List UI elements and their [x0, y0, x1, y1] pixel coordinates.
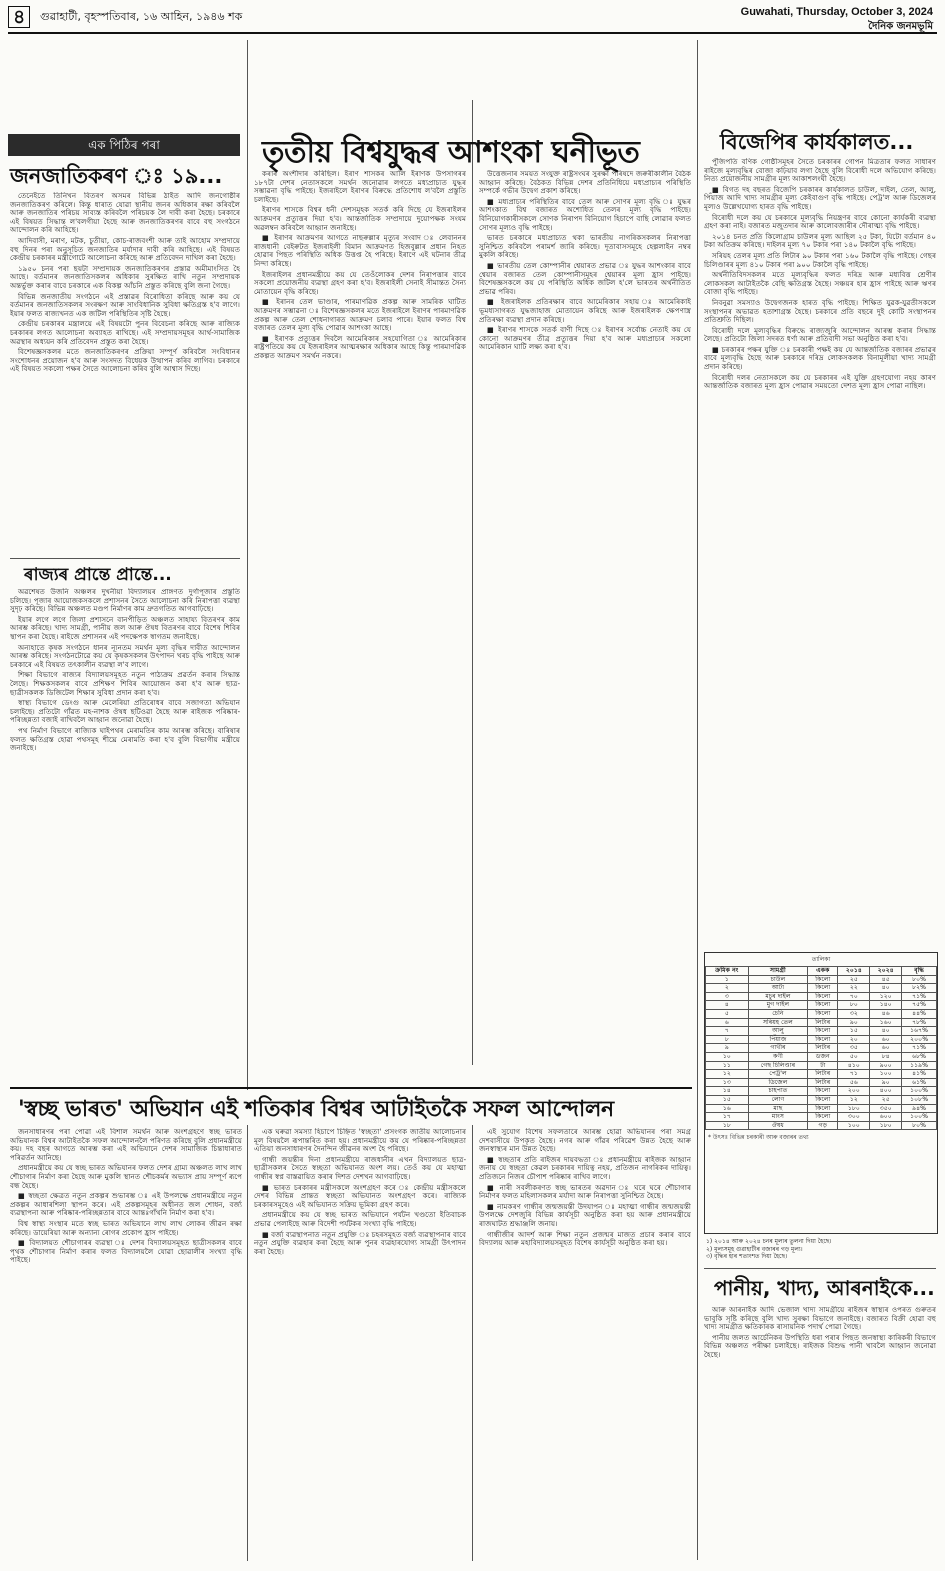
bjp-paragraph: ■ বিগত দহ বছৰত বিজেপি চৰকাৰৰ কাৰ্যকালত চাউল, দাইল, তেল, আলু, পিঁয়াজ আদি খাদ্য সামগ্ৰীৰ মূল্য কেইবাগুণ বৃদ্ধি পাইছে। পেট্ৰ'ল আৰু ডিজেলৰ মূল্যও উল্লেখযোগ্য হাৰত বৃদ্ধি পাইছে।: [704, 184, 936, 211]
table-cell: মাংস: [748, 1113, 807, 1122]
ww3-paragraph: ■ ইৰানৰ তেল ভাণ্ডাৰ, পাৰমাণৱিক প্ৰকল্প আৰু সামৰিক ঘাটিত আক্ৰমণৰ সম্ভাৱনা ঃ বিশেষজ্ঞসকলৰ মতে ইজৰাইলে ইৰাণৰ পাৰমাণৱিক প্ৰকল্প আৰু তেল শোধনাগাৰত আক্ৰমণ চলাব পাৰে। ইয়াৰ ফলত বিশ্ব বজাৰত তেলৰ মূল্য বৃদ্ধি পোৱাৰ আশংকা আছে।: [254, 297, 466, 333]
table-cell: লিটাৰ: [808, 1078, 838, 1087]
bjp-paragraph: বিৰোধী দলে মূল্যবৃদ্ধিৰ বিৰুদ্ধে ৰাজ্যজুৰি আন্দোলন আৰম্ভ কৰাৰ সিদ্ধান্ত লৈছে। প্ৰতিটো জিলা সদৰত ধৰ্ণা আৰু প্ৰতিবাদী সভা অনুষ্ঠিত কৰা হ'ব।: [704, 325, 936, 344]
table-cell: ১২০: [870, 992, 902, 1001]
ww3-paragraph: ■ ইৰাণৰ শাসকে সতৰ্ক বাণী দিছে ঃ ইৰাণৰ সৰ্বোচ্চ নেতাই কয় যে কোনো আক্ৰমণৰ তীব্ৰ প্ৰত্যুত্তৰ দিয়া হ'ব আৰু মধ্যপ্ৰাচ্যৰ সকলো আমেৰিকান ঘাটি লক্ষ্য কৰা হ'ব।: [479, 325, 691, 352]
swachh-paragraph: এক ঘৰুৱা সমস্যা হিচাপে চিহ্নিত 'স্বচ্ছতা' প্ৰসংগক জাতীয় আলোচনাৰ মূল বিষয়লৈ ৰূপান্তৰিত কৰা হয়। প্ৰধানমন্ত্ৰীয়ে কয় যে পৰিষ্কাৰ-পৰিচ্ছন্নতা এতিয়া জনসাধাৰণৰ দৈনন্দিন জীৱনৰ অংশ হৈ পৰিছে।: [254, 1128, 466, 1154]
table-cell: ৫০: [838, 1052, 870, 1061]
table-cell: ১৬: [706, 1104, 749, 1113]
table-cell: ১২: [706, 1070, 749, 1079]
table-row: [706, 1044, 937, 1053]
table-cell: ১৮০: [870, 1121, 902, 1130]
ww3-paragraph: ইজৰাইলৰ প্ৰধানমন্ত্ৰীয়ে কয় যে তেওঁলোকৰ দেশৰ নিৰাপত্তাৰ বাবে সকলো প্ৰয়োজনীয় ব্যৱস্থা গ্ৰহণ কৰা হ'ব। ইজৰাইলী সেনাই সীমান্তত সৈন্য মোতায়েন বৃদ্ধি কৰিছে।: [254, 269, 466, 296]
swachh-paragraph: ■ ভাৰত চৰকাৰৰ মন্ত্ৰীসকলে অংশগ্ৰহণ কৰে ঃ কেন্দ্ৰীয় মন্ত্ৰীসকলে দেশৰ বিভিন্ন প্ৰান্তত স্বচ্ছতা অভিযানত অংশগ্ৰহণ কৰে। ৰাজ্যিক চৰকাৰসমূহেও এই অভিযানত সক্ৰিয় ভূমিকা গ্ৰহণ কৰে।: [254, 1182, 466, 1209]
table-cell: কিলো: [808, 975, 838, 984]
price-table-box: [704, 952, 938, 1234]
table-cell: কিলো: [808, 992, 838, 1001]
newspaper-brand: দৈনিক জনমভূমি: [868, 21, 933, 32]
table-row: [706, 1121, 937, 1130]
water-paragraph: পানীয় জলত আৰ্চেনিকৰ উপস্থিতি ধৰা পৰাৰ পিছত জনস্বাস্থ্য কাৰিকৰী বিভাগে বিভিন্ন অঞ্চলত পৰীক্ষা চলাইছে। ৰাইজক বিশুদ্ধ পানী খাবলৈ আহ্বান জনোৱা হৈছে।: [704, 1332, 936, 1359]
table-cell: ১০০%: [902, 1087, 937, 1096]
bjp-paragraph: বিৰোধী দলৰ নেতাসকলে কয় যে চৰকাৰৰ এই যুক্তি গ্ৰহণযোগ্য নহয় কাৰণ আন্তৰ্জাতিক বজাৰত মূল্য হ্ৰাস পোৱাৰ সময়তো দেশত মূল্য হ্ৰাস পোৱা নাছিল।: [704, 372, 936, 391]
table-row: [706, 1018, 937, 1027]
table-cell: ৬: [706, 1018, 749, 1027]
swachh-headline: 'স্বচ্ছ ভাৰত' অভিযান এই শতিকাৰ বিশ্বৰ আটাইতকৈ সফল আন্দোলন: [18, 1097, 614, 1122]
table-cell: ৬০: [870, 1035, 902, 1044]
column-divider: [247, 40, 248, 1090]
table-cell: চাউল: [748, 975, 807, 984]
tribal-paragraph: ১৯৫০ চনৰ পৰা ছয়টা সম্প্ৰদায়ক জনজাতিকৰণৰ প্ৰস্তাৱ অমীমাংসিত হৈ আছে। বৰ্তমানৰ জনজাতিসকলৰ অধিকাৰ সুৰক্ষিত ৰাখি নতুন সম্প্ৰদায়ক অন্তৰ্ভুক্ত কৰাৰ বাবে চৰকাৰে এক বিকল্প আঁচনি প্ৰস্তুত কৰিছে বুলি জনা গৈছে।: [10, 263, 240, 290]
tribal-paragraph: বিভিন্ন জনজাতীয় সংগঠনে এই প্ৰস্তাৱৰ বিৰোধিতা কৰিছে আৰু কয় যে বৰ্তমানৰ জনজাতিসকলৰ সংৰক্ষণ আৰু সাংবিধানিক সুবিধা ক্ষতিগ্ৰস্ত হ'ব লাগে। ইয়াৰ ফলত ৰাজ্যখনত এক জটিল পৰিস্থিতিৰ সৃষ্টি হৈছে।: [10, 291, 240, 318]
swachh-paragraph: ■ স্বচ্ছতা ক্ষেত্ৰত নতুন প্ৰকল্পৰ শুভাৰম্ভ ঃ এই উপলক্ষে প্ৰধানমন্ত্ৰীয়ে নতুন প্ৰকল্পৰ আধাৰশিলা স্থাপন কৰে। এই প্ৰকল্পসমূহৰ অধীনত জল শোধন, বৰ্জ্য ব্যৱস্থাপনা আৰু পৰিষ্কাৰ-পৰিচ্ছন্নতাৰ বাবে আন্তঃগাঁথনি নিৰ্মাণ কৰা হ'ব।: [10, 1191, 242, 1218]
swachh-paragraph: জনসাধাৰণৰ পৰা পোৱা এই বিশাল সমৰ্থন আৰু অংশগ্ৰহণে স্বচ্ছ ভাৰত অভিযানক বিশ্বৰ আটাইতকৈ সফল আন্দোলনলৈ পৰিণত কৰিছে বুলি প্ৰধানমন্ত্ৰীয়ে কয়। দহ বছৰ আগতে আৰম্ভ কৰা এই অভিযানে দেশৰ সামাজিক চিন্তাধাৰাত পৰিৱৰ্তন আনিছে।: [10, 1128, 242, 1162]
state-paragraph: ইয়াৰ লগে লগে জিলা প্ৰশাসনে বানপীড়িত অঞ্চলত সাহায্য বিতৰণৰ কাম আৰম্ভ কৰিছে। খাদ্য সামগ্ৰী, পানীয় জল আৰু ঔষধ বিতৰণৰ বাবে বিশেষ শিবিৰ স্থাপন কৰা হৈছে। ৰাইজে প্ৰশাসনৰ এই পদক্ষেপক স্বাগতম জনাইছে।: [10, 614, 240, 641]
table-cell: ২৫: [838, 975, 870, 984]
swachh-paragraph: ■ স্বচ্ছতাৰ প্ৰতি ৰাইজৰ দায়বদ্ধতা ঃ প্ৰধানমন্ত্ৰীয়ে ৰাইজক আহ্বান জনায় যে স্বচ্ছতা কেৱল চৰকাৰৰ দায়িত্ব নহয়, প্ৰতিজন নাগৰিকৰ দায়িত্ব। প্ৰতিজনে নিজৰ চৌপাশ পৰিষ্কাৰ ৰাখিব লাগে।: [479, 1154, 691, 1181]
table-cell: কিলো: [808, 1035, 838, 1044]
table-row: [706, 984, 937, 993]
table-cell: ৪: [706, 1001, 749, 1010]
ww3-paragraph: ■ ইজৰাইলক প্ৰতিৰক্ষাৰ বাবে আমেৰিকাৰ সহায় ঃ আমেৰিকাই ভূমধ্যসাগৰত যুদ্ধজাহাজ মোতায়েন কৰিছে আৰু ইজৰাইলক ক্ষেপণাস্ত্ৰ প্ৰতিৰক্ষা ব্যৱস্থা প্ৰদান কৰিছে।: [479, 297, 691, 324]
tribal-paragraph: বিশেষজ্ঞসকলৰ মতে জনজাতিকৰণৰ প্ৰক্ৰিয়া সম্পূৰ্ণ কৰিবলৈ সংবিধানৰ সংশোধনৰ প্ৰয়োজন হ'ব আৰু সংসদত বিধেয়ক উত্থাপন কৰিব লাগিব। চৰকাৰে এই বিষয়ত সকলো পক্ষৰ সৈতে আলোচনা কৰিব বুলি আশ্বাস দিছে।: [10, 347, 240, 374]
table-cell: কিলো: [808, 1027, 838, 1036]
ww3-paragraph: ভাৰত চৰকাৰে মধ্যপ্ৰাচ্যত থকা ভাৰতীয় নাগৰিকসকলৰ নিৰাপত্তা সুনিশ্চিত কৰিবলৈ পৰামৰ্শ জাৰি কৰিছে। দূতাবাসসমূহে হেল্পলাইন নম্বৰ মুকলি কৰিছে।: [479, 233, 691, 260]
bjp-article: [704, 158, 936, 946]
table-cell: ১০০%: [902, 1113, 937, 1122]
table-row: [706, 992, 937, 1001]
table-cell: ৭১%: [902, 1044, 937, 1053]
ww3-paragraph: ■ ভাৰতীয় তেল কোম্পানীৰ শ্বেয়াৰত প্ৰভাৱ ঃ যুদ্ধৰ আশংকাৰ বাবে শ্বেয়াৰ বজাৰত তেল কোম্পানীসমূহৰ শ্বেয়াৰৰ মূল্য হ্ৰাস পাইছে। বিশেষজ্ঞসকলে কয় যে পৰিস্থিতি অধিক জটিল হ'লে ভাৰতৰ অৰ্থনীতিত প্ৰভাৱ পৰিব।: [479, 260, 691, 296]
table-cell: ৮০%: [902, 975, 937, 984]
table-cell: ৮৪: [870, 1052, 902, 1061]
header-date-english: Guwahati, Thursday, October 3, 2024: [740, 6, 933, 18]
bjp-paragraph: ■ চৰকাৰৰ পক্ষৰ যুক্তি ঃ চৰকাৰী পক্ষই কয় যে আন্তৰ্জাতিক বজাৰৰ প্ৰভাৱৰ বাবে মূল্যবৃদ্ধি হৈছে আৰু চৰকাৰে দৰিদ্ৰ লোকসকলক বিনামূলীয়া খাদ্য সামগ্ৰী প্ৰদান কৰিছে।: [704, 344, 936, 372]
table-cell: ১০০: [870, 1070, 902, 1079]
table-cell: ২৫: [870, 1095, 902, 1104]
table-cell: ৫: [706, 1009, 749, 1018]
table-cell: ১০: [706, 1052, 749, 1061]
header-date-assamese: গুৱাহাটী, বৃহস্পতিবাৰ, ১৬ আহিন, ১৯৪৬ শক: [40, 10, 243, 23]
table-cell: ১৬০: [870, 1018, 902, 1027]
table-row: [706, 1035, 937, 1044]
ww3-column-left: [254, 170, 466, 1070]
table-cell: ৫৬: [838, 1078, 870, 1087]
table-cell: ৮০: [838, 1001, 870, 1010]
table-cell: কণী: [748, 1052, 807, 1061]
tribal-paragraph: তেনেইতে তিনিখন বিতৰণ অসমৰ বিভিন্ন ঠাইত আদি জনগোষ্ঠীৰ জনজাতিকৰণ কৰিলে। কিন্তু ধাৰাত যোৱা স্থানীয় জনৰ অধিকাৰ ৰক্ষা কৰিবলৈ আৰু জনজাতিৰ পৰিচয় সাব্যস্ত কৰিবলৈ পৰিচয়ক লৈ দাবী কৰা হৈছে। চৰকাৰে এই বিষয়ত সিদ্ধান্ত ল'বলগীয়া হৈছে আৰু জনজাতিকৰণৰ বাবে বহু সংগঠনে আন্দোলন কৰি আহিছে।: [10, 192, 240, 235]
table-cell: ডজন: [808, 1052, 838, 1061]
table-cell: ৬১%: [902, 1078, 937, 1087]
table-cell: গেছ চিলিণ্ডাৰ: [748, 1061, 807, 1070]
state-paragraph: শিক্ষা বিভাগে ৰাজ্যৰ বিদ্যালয়সমূহত নতুন পাঠ্যক্ৰম প্ৰৱৰ্তন কৰাৰ সিদ্ধান্ত লৈছে। শিক্ষকসকলৰ বাবে প্ৰশিক্ষণ শিবিৰ আয়োজন কৰা হ'ব আৰু ছাত্ৰ-ছাত্ৰীসকলক ডিজিটেল শিক্ষাৰ সুবিধা প্ৰদান কৰা হ'ব।: [10, 670, 240, 697]
price-table-header-row: [706, 967, 937, 976]
table-cell: ৭৫%: [902, 1001, 937, 1010]
table-cell: লিটাৰ: [808, 1070, 838, 1079]
ww3-paragraph: ■ ইৰাণক প্ৰত্যুত্তৰ দিবলৈ আমেৰিকাৰ সহযোগিতা ঃ আমেৰিকাৰ ৰাষ্ট্ৰপতিয়ে কয় যে ইজৰাইলৰ আত্মৰক্ষাৰ অধিকাৰ আছে কিন্তু পাৰমাণৱিক প্ৰকল্পত আক্ৰমণ সমৰ্থন নকৰে।: [254, 333, 466, 360]
table-cell: ৬০: [870, 1044, 902, 1053]
table-header-cell: ক্ৰমিক নং: [706, 967, 749, 976]
price-table-body: [706, 975, 937, 1130]
table-cell: ৪১০: [838, 1061, 870, 1070]
table-cell: ৯৪%: [902, 1104, 937, 1113]
table-note: ১) ২০১৪ আৰু ২০২৪ চনৰ মূল্যৰ তুলনা দিয়া হৈছে।: [706, 1238, 832, 1245]
table-row: [706, 975, 937, 984]
swachh-paragraph: বিশ্ব স্বাস্থ্য সংস্থাৰ মতে স্বচ্ছ ভাৰত অভিযানে লাখ লাখ লোকৰ জীৱন ৰক্ষা কৰিছে। ডায়েৰিয়া আৰু অন্যান্য ৰোগৰ প্ৰকোপ হ্ৰাস পাইছে।: [10, 1218, 242, 1237]
ww3-paragraph: ইৰাণৰ শাসকে বিশ্বৰ ধনী দেশসমূহক সতৰ্ক কৰি দিছে যে ইজৰাইলৰ আক্ৰমণৰ প্ৰত্যুত্তৰ দিয়া হ'ব। আন্তৰ্জাতিক সম্প্ৰদায়ে দুয়োপক্ষক সংযম অৱলম্বন কৰিবলৈ আহ্বান জনাইছে।: [254, 205, 466, 232]
swachh-column-1: [10, 1128, 242, 1563]
table-cell: ৩: [706, 992, 749, 1001]
table-cell: ৩২: [838, 1009, 870, 1018]
table-cell: ৪৪%: [902, 1009, 937, 1018]
section-divider: [10, 558, 240, 559]
table-cell: পেট্ৰ'ল: [748, 1070, 807, 1079]
swachh-paragraph: প্ৰধানমন্ত্ৰীয়ে কয় যে স্বচ্ছ ভাৰত অভিযানৰ ফলত দেশৰ গ্ৰাম্য অঞ্চলত লাখ লাখ শৌচাগাৰ নিৰ্মাণ কৰা হৈছে আৰু মুকলি স্থানত শৌচকৰ্মৰ অভ্যাস প্ৰায় সম্পূৰ্ণ ৰূপে বন্ধ হৈছে।: [10, 1163, 242, 1190]
table-row: [706, 1078, 937, 1087]
table-cell: ১১৯%: [902, 1061, 937, 1070]
table-cell: টা: [808, 1061, 838, 1070]
tribal-paragraph: কেন্দ্ৰীয় চৰকাৰৰ মন্ত্ৰালয়ে এই বিষয়টো পুনৰ বিবেচনা কৰিছে আৰু ৰাজ্যিক চৰকাৰৰ লগত আলোচনা অব্যাহত ৰাখিছে। এই সম্প্ৰদায়সমূহৰ আৰ্থ-সামাজিক অৱস্থাৰ অধ্যয়ন কৰি প্ৰতিবেদন প্ৰস্তুত কৰা হৈছে।: [10, 319, 240, 346]
tribal-paragraph: আদিবাসী, মৰাণ, মটক, চুতীয়া, কোচ-ৰাজবংশী আৰু তাই আহোম সম্প্ৰদায়ে বহু দিনৰ পৰা অনুসূচিত জনজাতিৰ মৰ্যাদাৰ দাবী কৰি আহিছে। এই বিষয়ত কেন্দ্ৰীয় চৰকাৰৰ মন্ত্ৰীগোটে আলোচনা কৰিছে আৰু প্ৰতিবেদন দাখিল কৰা হৈছে।: [10, 235, 240, 263]
table-cell: ২: [706, 984, 749, 993]
ww3-paragraph: কৰাৰ অংশীদাৰ কৰিছিল। ইৰাণ শাসকৰ আলি ইৰাণক উপসাগৰৰ ১৮৭টা দেশৰ নেতাসকলে সমৰ্থন জনোৱাৰ লগতে মধ্যপ্ৰাচ্যত যুদ্ধৰ সম্ভাৱনা বৃদ্ধি পাইছে। ইজৰাইলে ইৰাণৰ বিৰুদ্ধে প্ৰতিশোধ ল'বলৈ প্ৰস্তুতি চলাইছে।: [254, 170, 466, 204]
table-cell: মাছ: [748, 1104, 807, 1113]
table-cell: ৪০০: [870, 1087, 902, 1096]
table-note: ২) মূল্যসমূহ গুৱাহাটীৰ বজাৰৰ গড় মূল্য।: [706, 1245, 803, 1253]
state-headline: ৰাজ্যৰ প্ৰান্তে প্ৰান্তে...: [24, 565, 172, 585]
table-cell: ৩৫: [838, 1044, 870, 1053]
swachh-paragraph: ■ বিদ্যালয়ত শৌচাগাৰৰ ব্যৱস্থা ঃ দেশৰ বিদ্যালয়সমূহত ছাত্ৰীসকলৰ বাবে পৃথক শৌচাগাৰ নিৰ্মাণ কৰাৰ ফলত বিদ্যালয়লৈ যোৱা ছোৱালীৰ সংখ্যা বৃদ্ধি পাইছে।: [10, 1238, 242, 1265]
price-table: [705, 966, 937, 1130]
table-note: ৩) বৃদ্ধিৰ হাৰ শতাংশত দিয়া হৈছে।: [706, 1253, 788, 1260]
table-cell: ১৭: [706, 1113, 749, 1122]
page-number: ৪: [8, 6, 30, 28]
table-cell: ৮: [706, 1035, 749, 1044]
table-header-cell: ২০১৪: [838, 967, 870, 976]
swachh-paragraph: প্ৰধানমন্ত্ৰীয়ে কয় যে স্বচ্ছ ভাৰত অভিযানে পৰ্যটন খণ্ডতো ইতিবাচক প্ৰভাৱ পেলাইছে আৰু বিদেশী পৰ্যটকৰ সংখ্যা বৃদ্ধি পাইছে।: [254, 1210, 466, 1228]
swachh-paragraph: গান্ধী জয়ন্তীৰ দিনা প্ৰধানমন্ত্ৰীয়ে ৰাজধানীৰ এখন বিদ্যালয়ত ছাত্ৰ-ছাত্ৰীসকলৰ সৈতে স্বচ্ছতা অভিযানত অংশ লয়। তেওঁ কয় যে মহাত্মা গান্ধীৰ স্বপ্ন বাস্তৱায়িত কৰাৰ দিশত দেশখন আগবাঢ়িছে।: [254, 1154, 466, 1181]
table-cell: ১৮: [706, 1121, 749, 1130]
table-row: [706, 1104, 937, 1113]
continued-banner: এক পিঠিৰ পৰা: [8, 134, 240, 156]
table-cell: কিলো: [808, 1104, 838, 1113]
table-cell: ১০০: [838, 1121, 870, 1130]
table-cell: ৪০: [870, 984, 902, 993]
table-header-cell: ২০২৪: [870, 967, 902, 976]
table-cell: ৯০: [870, 1078, 902, 1087]
table-cell: ৯: [706, 1044, 749, 1053]
table-cell: ১৬৭%: [902, 1027, 937, 1036]
swachh-paragraph: ■ নামকৰণ গান্ধীৰ জন্মজয়ন্তী উদযাপন ঃ মহাত্মা গান্ধীৰ জন্মজয়ন্তী উপলক্ষে দেশজুৰি বিভিন্ন কাৰ্যসূচী অনুষ্ঠিত কৰা হয় আৰু প্ৰধানমন্ত্ৰীয়ে ৰাজঘাটত শ্ৰদ্ধাঞ্জলি জনায়।: [479, 1201, 691, 1228]
swachh-paragraph: গান্ধীজীৰ আদৰ্শ আৰু শিক্ষা নতুন প্ৰজন্মৰ মাজত প্ৰচাৰ কৰাৰ বাবে বিদ্যালয় আৰু মহাবিদ্যালয়সমূহত বিশেষ কাৰ্যসূচী অনুষ্ঠিত কৰা হয়।: [479, 1229, 691, 1248]
state-article: [10, 588, 240, 1080]
table-cell: ৪০: [870, 1027, 902, 1036]
price-table-source: * উৎসঃ বিভিন্ন চৰকাৰী আৰু বজাৰৰ তথ্য: [708, 1134, 809, 1142]
table-cell: ১৩: [706, 1078, 749, 1087]
table-cell: ১১: [706, 1061, 749, 1070]
table-cell: ২২: [838, 984, 870, 993]
table-header-cell: একক: [808, 967, 838, 976]
table-row: [706, 1001, 937, 1010]
ww3-headline: তৃতীয় বিশ্বযুদ্ধৰ আশংকা ঘনীভূত: [262, 135, 640, 170]
bjp-paragraph: পুঁজিপতি বণিক গোষ্ঠীসমূহৰ সৈতে চৰকাৰৰ গোপন মিত্ৰতাৰ ফলত সাধাৰণ ৰাইজে মূল্যবৃদ্ধিৰ বোজা কঢ়িয়াব লগা হৈছে বুলি বিৰোধী দলে অভিযোগ কৰিছে। নিত্য প্ৰয়োজনীয় সামগ্ৰীৰ মূল্য আকাশলংঘী হৈছে।: [704, 158, 936, 184]
ww3-paragraph: ■ ইৰাণৰ আক্ৰমণৰ আগতে নাছৰুল্লাৰ মৃত্যুৰ সংবাদ ঃ লেবাননৰ ৰাজধানী বেইৰুটত ইজৰাইলী বিমান আক্ৰমণত হিজবুল্লাৰ প্ৰধান নিহত হোৱাৰ পিছত পৰিস্থিতি অধিক উত্তপ্ত হৈ পৰিছে। ইৰাণে এই ঘটনাৰ তীব্ৰ নিন্দা কৰিছে।: [254, 233, 466, 268]
table-cell: ৭১: [838, 1070, 870, 1079]
header-rule: [8, 32, 937, 34]
table-cell: ৮০%: [902, 1121, 937, 1130]
state-paragraph: স্বাস্থ্য বিভাগে ডেংগু আৰু মেলেৰিয়া প্ৰতিৰোধৰ বাবে সজাগতা অভিযান চলাইছে। প্ৰতিটো গাঁৱত মহ-নাশক ঔষধ ছটিওৱা হৈছে আৰু ৰাইজক পৰিষ্কাৰ-পৰিচ্ছন্নতা বজাই ৰাখিবলৈ আহ্বান জনোৱা হৈছে।: [10, 698, 240, 725]
state-paragraph: অন্যহাতে কৃষক সংগঠনে ধানৰ ন্যূনতম সমৰ্থন মূল্য বৃদ্ধিৰ দাবীত আন্দোলন আৰম্ভ কৰিছে। সংগঠনটোৱে কয় যে কৃষকসকলৰ উৎপাদন খৰচ বৃদ্ধি পাইছে আৰু চৰকাৰে এই বিষয়ত তৎকালীন ব্যৱস্থা ল'ব লাগে।: [10, 642, 240, 669]
table-cell: কিলো: [808, 1009, 838, 1018]
table-cell: ৮২%: [902, 984, 937, 993]
table-cell: লোণ: [748, 1095, 807, 1104]
table-cell: ২০০: [838, 1087, 870, 1096]
bjp-headline: বিজেপিৰ কাৰ্যকালত...: [720, 130, 914, 154]
state-paragraph: অৱশেষত উজনি অঞ্চলৰ দুখনীয়া বিদ্যালয়ৰ প্ৰাঙ্গণত দুৰ্গাপূজাৰ প্ৰস্তুতি চলিছে। পূজাৰ আয়োজকসকলে প্ৰশাসনৰ সৈতে আলোচনা কৰি নিৰাপত্তা ব্যৱস্থা সুদৃঢ় কৰিছে। বিভিন্ন অঞ্চলত মণ্ডপ নিৰ্মাণৰ কাম দ্ৰুতগতিত আগবাঢ়িছে।: [10, 588, 240, 614]
table-row: [706, 1095, 937, 1104]
water-article: [704, 1306, 936, 1562]
price-table-notes: [706, 1238, 936, 1261]
table-cell: ৬৮%: [902, 1052, 937, 1061]
table-cell: ঔষধ: [748, 1121, 807, 1130]
table-cell: ১৫: [706, 1095, 749, 1104]
bjp-paragraph: ২০১৪ চনত প্ৰতি কিলোগ্ৰাম চাউলৰ মূল্য আছিল ২৫ টকা, যিটো বৰ্তমান ৪০ টকা অতিক্ৰম কৰিছে। দাইলৰ মূল্য ৭০ টকাৰ পৰা ১৪০ টকালৈ বৃদ্ধি পাইছে।: [704, 231, 936, 250]
table-cell: ২০০%: [902, 1035, 937, 1044]
table-cell: কিলো: [808, 1113, 838, 1122]
table-row: [706, 1027, 937, 1036]
table-cell: কিলো: [808, 1087, 838, 1096]
table-cell: ডিজেল: [748, 1078, 807, 1087]
table-cell: চেনি: [748, 1009, 807, 1018]
table-row: [706, 1070, 937, 1079]
table-cell: কিলো: [808, 1095, 838, 1104]
table-cell: ৪১%: [902, 1070, 937, 1079]
table-cell: আটা: [748, 984, 807, 993]
table-cell: ১: [706, 975, 749, 984]
table-cell: মুগ দাইল: [748, 1001, 807, 1010]
bjp-paragraph: অৰ্থনীতিবিদসকলৰ মতে মূল্যবৃদ্ধিৰ ফলত দৰিদ্ৰ আৰু মধ্যবিত্ত শ্ৰেণীৰ লোকসকল আটাইতকৈ বেছি ক্ষতিগ্ৰস্ত হৈছে। সঞ্চয়ৰ হাৰ হ্ৰাস পাইছে আৰু ঋণৰ বোজা বৃদ্ধি পাইছে।: [704, 270, 936, 297]
table-cell: ৭০: [838, 992, 870, 1001]
swachh-column-3: [479, 1128, 691, 1563]
table-row: [706, 1061, 937, 1070]
section-divider: [704, 1268, 936, 1269]
table-cell: চাহপাত: [748, 1087, 807, 1096]
ww3-column-right: [479, 170, 691, 1070]
table-cell: ১২: [838, 1095, 870, 1104]
table-cell: ২০: [838, 1035, 870, 1044]
table-cell: ৩৫০: [870, 1104, 902, 1113]
table-cell: ১৪: [706, 1087, 749, 1096]
table-cell: কিলো: [808, 1001, 838, 1010]
ww3-paragraph: উত্তেজনাৰ সময়ত সংযুক্ত ৰাষ্ট্ৰসংঘৰ সুৰক্ষা পৰিষদে জৰুৰীকালীন বৈঠক আহ্বান কৰিছে। বৈঠকত বিভিন্ন দেশৰ প্ৰতিনিধিয়ে মধ্যপ্ৰাচ্যৰ পৰিস্থিতি সম্পৰ্কে গভীৰ উদ্বেগ প্ৰকাশ কৰিছে।: [479, 170, 691, 196]
table-cell: মচুৰ দাইল: [748, 992, 807, 1001]
table-cell: ১০৮%: [902, 1095, 937, 1104]
table-row: [706, 1052, 937, 1061]
water-headline: পানীয়, খাদ্য, আৰনাইকে...: [714, 1276, 935, 1300]
table-header-cell: বৃদ্ধি: [902, 967, 937, 976]
page-header: [0, 0, 945, 30]
table-cell: পিঁয়াজ: [748, 1035, 807, 1044]
column-divider: [697, 40, 698, 1560]
table-row: [706, 1113, 937, 1122]
column-divider: [472, 100, 473, 1065]
table-cell: ৪৫: [870, 975, 902, 984]
swachh-paragraph: ■ নাৰী সবলীকৰণত স্বচ্ছ ভাৰতৰ অৱদান ঃ ঘৰে ঘৰে শৌচাগাৰ নিৰ্মাণৰ ফলত মহিলাসকলৰ মৰ্যাদা আৰু নিৰাপত্তা সুনিশ্চিত হৈছে।: [479, 1182, 691, 1201]
swachh-paragraph: ■ বৰ্জ্য ব্যৱস্থাপনাত নতুন প্ৰযুক্তি ঃ চহৰসমূহত বৰ্জ্য ব্যৱস্থাপনাৰ বাবে নতুন প্ৰযুক্তি ব্যৱহাৰ কৰা হৈছে আৰু পুনৰ ব্যৱহাৰযোগ্য সামগ্ৰী উৎপাদন কৰা হৈছে।: [254, 1229, 466, 1256]
table-cell: গাখীৰ: [748, 1044, 807, 1053]
table-cell: লিটাৰ: [808, 1044, 838, 1053]
table-row: [706, 1009, 937, 1018]
tribal-article: [10, 192, 240, 554]
table-cell: সৰিয়হ তেল: [748, 1018, 807, 1027]
table-cell: ১৫: [838, 1027, 870, 1036]
table-cell: ৯০: [838, 1018, 870, 1027]
table-cell: গড়: [808, 1121, 838, 1130]
price-table-caption: তালিকা: [811, 956, 831, 963]
water-paragraph: আৰু আৰনাইক আদি ভেজাল খাদ্য সামগ্ৰীয়ে ৰাইজৰ স্বাস্থ্যৰ ওপৰত গুৰুতৰ ভাবুকি সৃষ্টি কৰিছে বুলি খাদ্য সুৰক্ষা বিভাগে জনাইছে। বজাৰত বিক্ৰী হোৱা বহু খাদ্য সামগ্ৰীত ক্ষতিকাৰক ৰাসায়নিক পদাৰ্থ পোৱা গৈছে।: [704, 1306, 936, 1332]
bjp-paragraph: নিবনুৱা সমস্যাও উদ্বেগজনক হাৰত বৃদ্ধি পাইছে। শিক্ষিত যুৱক-যুৱতীসকলে সংস্থাপনৰ অভাৱত হতাশাগ্ৰস্ত হৈছে। চৰকাৰে প্ৰতি বছৰে দুই কোটি সংস্থাপনৰ প্ৰতিশ্ৰুতি দিছিল।: [704, 297, 936, 325]
table-cell: কিলো: [808, 984, 838, 993]
bjp-paragraph: বিৰোধী দলে কয় যে চৰকাৰে মূল্যবৃদ্ধি নিয়ন্ত্ৰণৰ বাবে কোনো কাৰ্যকৰী ব্যৱস্থা গ্ৰহণ কৰা নাই। বজাৰত মজুতদাৰ আৰু কালোবজাৰীৰ দৌৰাত্ম্য বৃদ্ধি পাইছে।: [704, 212, 936, 231]
ww3-paragraph: ■ মধ্যপ্ৰাচ্যৰ পৰিস্থিতিৰ বাবে তেল আৰু সোণৰ মূল্য বৃদ্ধি ঃ যুদ্ধৰ আশংকাত বিশ্ব বজাৰত অশোধিত তেলৰ মূল্য বৃদ্ধি পাইছে। বিনিয়োগকাৰীসকলে সোণক নিৰাপদ বিনিয়োগ হিচাপে বাছি লোৱাৰ ফলত সোণৰ মূল্যও বৃদ্ধি পাইছে।: [479, 196, 691, 232]
table-cell: ৬০০: [870, 1113, 902, 1122]
table-cell: ৩০০: [838, 1113, 870, 1122]
table-cell: ৭১%: [902, 992, 937, 1001]
bjp-paragraph: সৰিয়হ তেলৰ মূল্য প্ৰতি লিটাৰ ৯০ টকাৰ পৰা ১৬০ টকালৈ বৃদ্ধি পাইছে। গেছৰ চিলিণ্ডাৰৰ মূল্য ৪১০ টকাৰ পৰা ৯০০ টকালৈ বৃদ্ধি পাইছে।: [704, 250, 936, 269]
table-cell: আলু: [748, 1027, 807, 1036]
table-header-cell: সামগ্ৰী: [748, 967, 807, 976]
swachh-paragraph: এই সুযোগ বিশেষ সফলতাৰে আৰম্ভ হোৱা অভিযানৰ পৰা সমগ্ৰ দেশবাসীয়ে উপকৃত হৈছে। নগৰ আৰু গাঁৱৰ পৰিৱেশ উন্নত হৈছে আৰু জনস্বাস্থ্যৰ মান উন্নত হৈছে।: [479, 1128, 691, 1154]
table-row: [706, 1087, 937, 1096]
state-paragraph: পথ নিৰ্মাণ বিভাগে ৰাজ্যিক ঘাইপথৰ মেৰামতিৰ কাম আৰম্ভ কৰিছে। বাৰিষাৰ ফলত ক্ষতিগ্ৰস্ত হোৱা পথসমূহ শীঘ্ৰে মেৰামতি কৰা হ'ব বুলি বিভাগীয় মন্ত্ৰীয়ে জনাইছে।: [10, 725, 240, 753]
column-divider: [472, 1125, 473, 1561]
table-cell: লিটাৰ: [808, 1018, 838, 1027]
table-cell: ৭: [706, 1027, 749, 1036]
table-cell: ৪৬: [870, 1009, 902, 1018]
column-divider: [247, 1125, 248, 1561]
table-cell: ৭৮%: [902, 1018, 937, 1027]
tribal-headline: জনজাতিকৰণ ঃ ১৯...: [10, 164, 223, 188]
table-cell: ১৪০: [870, 1001, 902, 1010]
table-cell: ১৮০: [838, 1104, 870, 1113]
section-divider: [10, 1087, 692, 1089]
swachh-column-2: [254, 1128, 466, 1563]
table-cell: ৯০০: [870, 1061, 902, 1070]
